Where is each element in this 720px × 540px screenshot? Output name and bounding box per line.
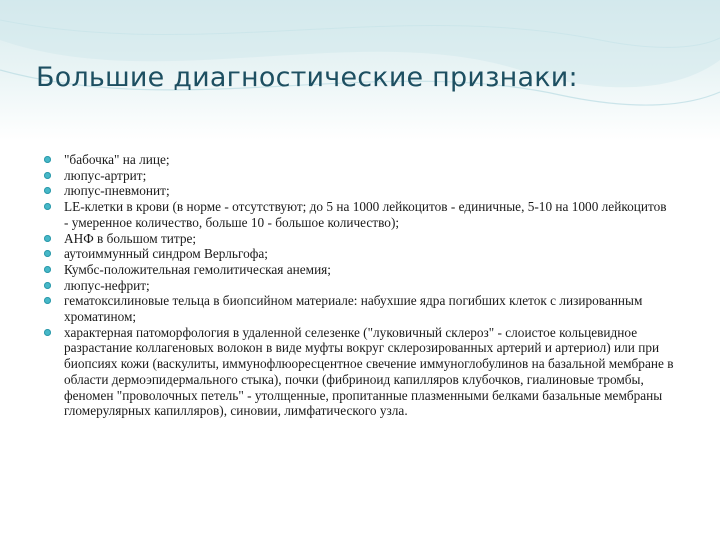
bullet-icon xyxy=(44,156,51,163)
criteria-list xyxy=(44,152,674,419)
list-item-text: аутоиммунный синдром Верльгофа; xyxy=(64,246,268,262)
slide-content xyxy=(44,152,674,419)
bullet-icon xyxy=(44,266,51,273)
list-item xyxy=(44,246,674,262)
bullet-icon xyxy=(44,187,51,194)
list-item-text: АНФ в большом титре; xyxy=(64,230,197,246)
bullet-icon xyxy=(44,297,51,304)
bullet-icon xyxy=(44,250,51,257)
list-item xyxy=(44,325,674,419)
list-item xyxy=(44,293,674,324)
list-item xyxy=(44,231,674,247)
list-item-text: люпус-артрит; xyxy=(64,167,147,183)
list-item xyxy=(44,262,674,278)
bullet-icon xyxy=(44,235,51,242)
list-item-text: гематоксилиновые тельца в биопсийном материале: набухшие ядра погибших клеток с лизированным хроматином; xyxy=(64,293,643,325)
list-item-text: "бабочка" на лице; xyxy=(64,152,170,167)
list-item-text: Кумбс-положительная гемолитическая анемия; xyxy=(64,261,331,277)
bullet-icon xyxy=(44,282,51,289)
list-item-text: характерная патоморфология в удаленной селезенке ("луковичный склероз" - слоистое кольцевидное разрастание коллагеновых волокон в виде муфты вокруг склерозированных артерий и артериол) или при биопсиях кожи (васкулиты, иммунофлюоресцентное свечение иммуноглобулинов на базальной мембране в области дермоэпидермального стыка), почки (фибриноид капилляров клубочков, гиалиновые тромбы, феномен "проволочных петель" - утолщенные, пропитанные плазменными белками базальные мембраны гломерулярных капилляров), синовии, лимфатического узла. xyxy=(64,324,674,419)
bullet-icon xyxy=(44,203,51,210)
list-item-text: люпус-нефрит; xyxy=(64,277,150,293)
list-item xyxy=(44,278,674,294)
list-item xyxy=(44,199,674,230)
list-item xyxy=(44,183,674,199)
bullet-icon xyxy=(44,329,51,336)
bullet-icon xyxy=(44,172,51,179)
slide-title: Большие диагностические признаки: xyxy=(36,62,578,93)
list-item xyxy=(44,168,674,184)
list-item-text: LE-клетки в крови (в норме - отсутствуют; до 5 на 1000 лейкоцитов - единичные, 5-10 на 1000 лейкоцитов - умеренное количество, больше 10 - большое количество); xyxy=(64,199,667,230)
list-item-text: люпус-пневмонит; xyxy=(64,183,170,199)
list-item xyxy=(44,152,674,168)
